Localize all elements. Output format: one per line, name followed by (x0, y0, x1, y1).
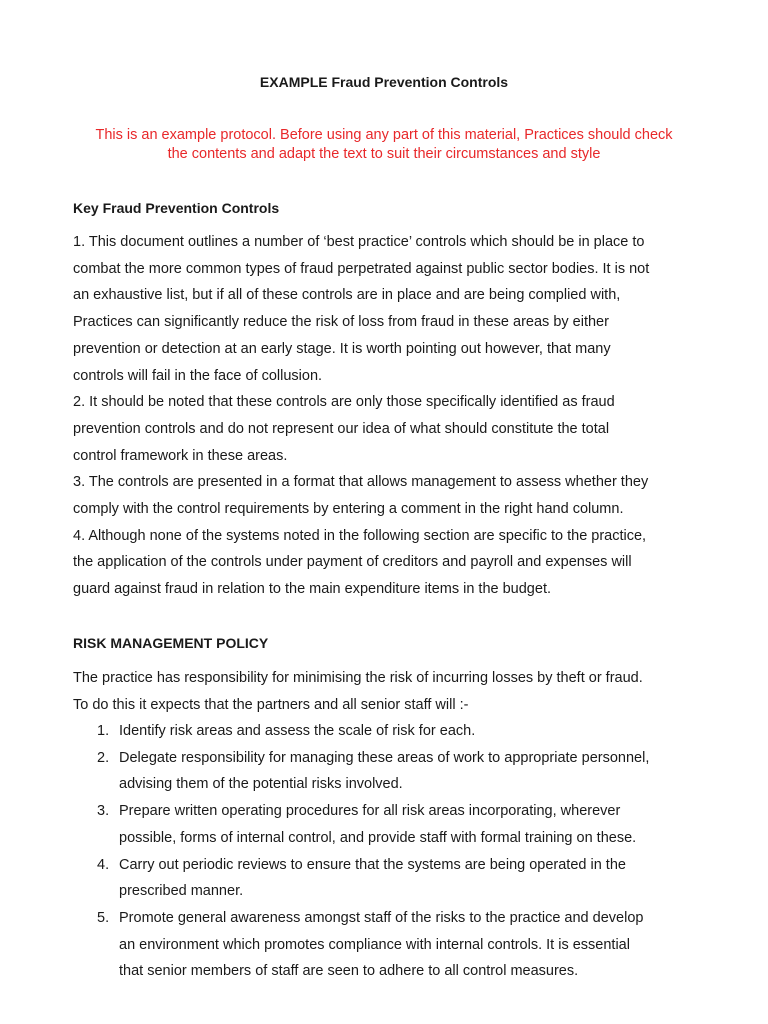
text-line: To do this it expects that the partners and all senior staff will :- (73, 696, 469, 713)
text-line: prevention controls and do not represent our idea of what should constitute the total (73, 420, 610, 437)
text-line: Carry out periodic reviews to ensure that the systems are being operated in the (119, 856, 626, 873)
key-controls-text (73, 229, 713, 603)
list-item (73, 905, 713, 985)
list-number: 3. (97, 803, 110, 820)
list-number: 1. (97, 723, 110, 739)
text-line: 1. This document outlines a number of ‘best practice’ controls which should be in place to (73, 234, 645, 250)
text-line: Promote general awareness amongst staff of the risks to the practice and develop (119, 909, 644, 926)
document-title: EXAMPLE Fraud Prevention Controls (259, 74, 509, 90)
text-line: comply with the control requirements by entering a comment in the right hand column. (73, 501, 624, 518)
text-line: Identify risk areas and assess the scale of risk for each. (119, 723, 476, 739)
text-line: possible, forms of internal control, and provide staff with formal training on these. (119, 829, 637, 846)
text-line: The practice has responsibility for minimising the risk of incurring losses by theft or fraud. (73, 670, 643, 686)
notice-line: This is an example protocol. Before using any part of this material, Practices should check (95, 127, 673, 143)
example-protocol-notice (67, 126, 701, 164)
text-line: control framework in these areas. (73, 447, 288, 464)
risk-policy-intro (73, 665, 713, 718)
text-line: guard against fraud in relation to the main expenditure items in the budget. (73, 581, 551, 598)
text-line: 2. It should be noted that these controls are only those specifically identified as fraud (73, 394, 615, 411)
text-line: Practices can significantly reduce the risk of loss from fraud in these areas by either (73, 314, 609, 331)
text-line: prescribed manner. (119, 883, 244, 900)
list-number: 2. (97, 749, 110, 766)
list-item (73, 745, 713, 798)
list-number: 4. (97, 856, 110, 873)
list-number: 5. (97, 909, 110, 926)
risk-policy-list (73, 718, 713, 985)
text-line: Prepare written operating procedures for all risk areas incorporating, wherever (119, 803, 621, 820)
text-line: advising them of the potential risks involved. (119, 776, 403, 793)
text-line: an exhaustive list, but if all of these controls are in place and are being complied with, (73, 287, 621, 304)
list-item (73, 852, 713, 905)
notice-line: the contents and adapt the text to suit their circumstances and style (167, 146, 601, 162)
text-line: an environment which promotes compliance with internal controls. It is essential (119, 936, 630, 953)
text-line: 3. The controls are presented in a format that allows management to assess whether they (73, 474, 649, 491)
text-line: combat the more common types of fraud perpetrated against public sector bodies. It is not (73, 260, 650, 277)
text-line: Delegate responsibility for managing these areas of work to appropriate personnel, (119, 749, 650, 766)
key-controls-heading: Key Fraud Prevention Controls (73, 200, 280, 216)
text-line: prevention or detection at an early stage. It is worth pointing out however, that many (73, 340, 611, 357)
text-line: the application of the controls under payment of creditors and payroll and expenses will (73, 554, 632, 571)
text-line: that senior members of staff are seen to adhere to all control measures. (119, 963, 579, 980)
text-line: controls will fail in the face of collusion. (73, 367, 323, 384)
list-item (73, 718, 713, 745)
risk-policy-heading: RISK MANAGEMENT POLICY (73, 635, 269, 651)
list-item (73, 798, 713, 851)
text-line: 4. Although none of the systems noted in the following section are specific to the practice, (73, 527, 647, 544)
